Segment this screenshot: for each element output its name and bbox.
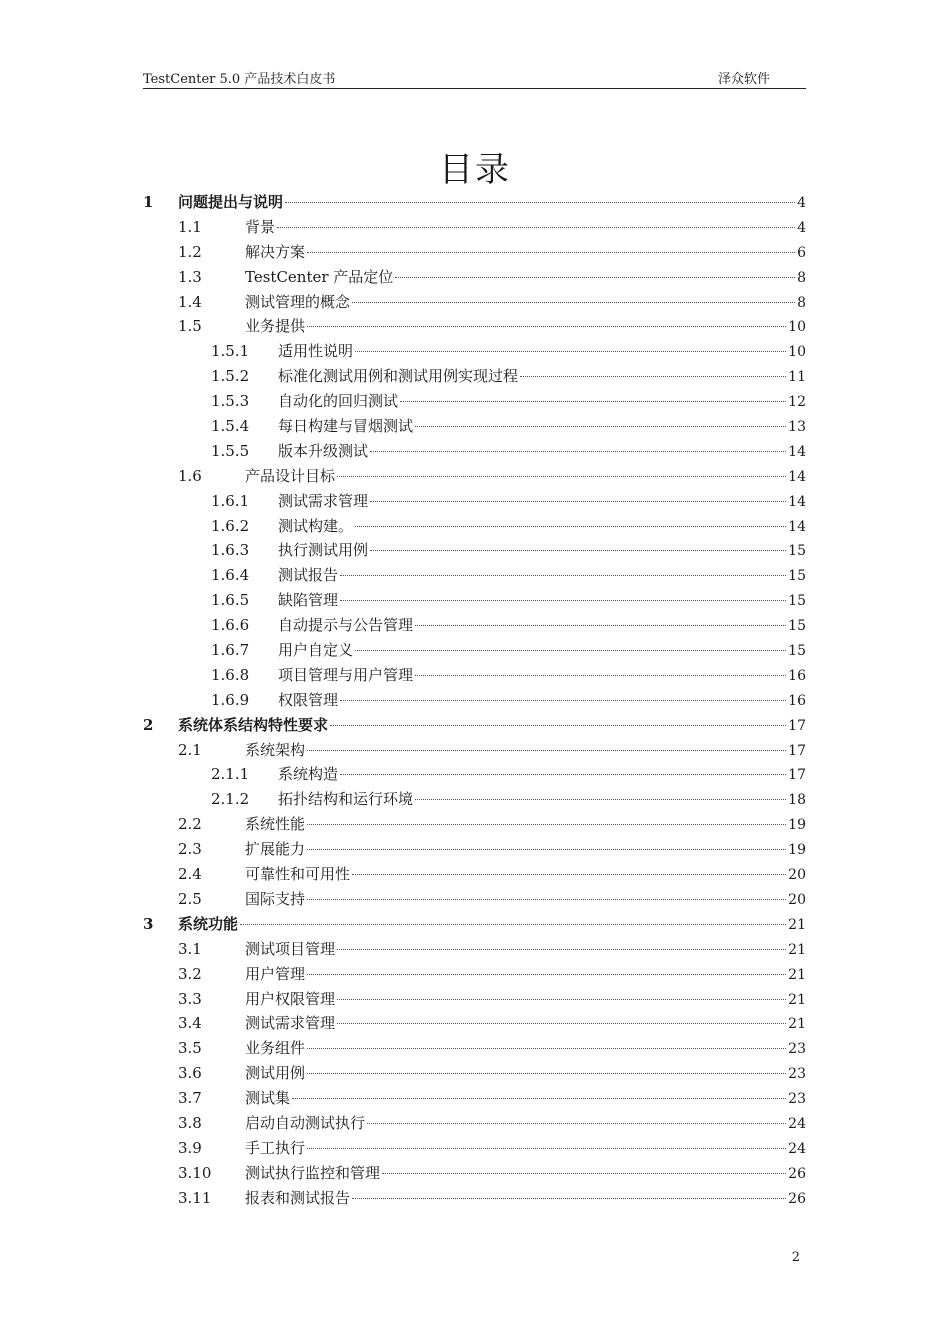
toc-entry[interactable] [143,1136,806,1161]
toc-entry[interactable] [143,962,806,987]
toc-entry-title: 测试集 [245,1089,291,1108]
toc-entry[interactable] [143,862,806,887]
toc-entry[interactable] [143,414,806,439]
toc-entry-page: 21 [788,991,806,1008]
toc-leader-dots [307,1048,786,1049]
toc-leader-dots [307,326,786,327]
toc-entry-title: 测试执行监控和管理 [245,1163,381,1182]
toc-entry-page: 8 [797,294,806,311]
toc-entry-title: 系统性能 [245,815,306,834]
toc-entry-number: 3.4 [178,1014,202,1033]
header-doc-title: TestCenter 5.0 产品技术白皮书 [143,72,336,87]
toc-entry-title: 可靠性和可用性 [245,865,351,884]
toc-entry-page: 24 [788,1115,806,1132]
toc-entry[interactable] [143,563,806,588]
toc-entry-number: 2 [143,715,154,734]
toc-entry[interactable] [143,1086,806,1111]
toc-leader-dots [352,874,786,875]
toc-entry-number: 1.3 [178,267,202,286]
toc-entry-number: 1.5.1 [211,342,250,361]
toc-entry[interactable] [143,837,806,862]
toc-entry[interactable] [143,339,806,364]
toc-entry-number: 1.6.5 [211,591,250,610]
toc-entry-number: 3.2 [178,964,202,983]
toc-entry-title: 项目管理与用户管理 [278,665,414,684]
toc-entry-page: 15 [788,618,806,635]
toc-entry-page: 17 [788,767,806,784]
toc-entry[interactable] [143,713,806,738]
toc-entry[interactable] [143,1186,806,1211]
toc-leader-dots [307,1073,786,1074]
toc-entry-page: 15 [788,593,806,610]
toc-entry-title: 扩展能力 [245,840,306,859]
toc-entry-number: 3.5 [178,1039,202,1058]
toc-entry-page: 12 [788,394,806,411]
toc-entry[interactable] [143,987,806,1012]
toc-entry-page: 19 [788,817,806,834]
toc-entry[interactable] [143,937,806,962]
toc-entry[interactable] [143,215,806,240]
toc-entry-title: 权限管理 [278,690,339,709]
toc-entry[interactable] [143,912,806,937]
toc-entry[interactable] [143,364,806,389]
toc-entry-number: 1.6.9 [211,690,250,709]
toc-entry-title: 手工执行 [245,1138,306,1157]
toc-leader-dots [240,924,786,925]
toc-entry-number: 3 [143,914,154,933]
table-of-contents [143,190,806,1211]
toc-entry-title: 版本升级测试 [278,441,369,460]
toc-leader-dots [337,999,786,1000]
toc-leader-dots [307,824,786,825]
toc-entry-title: 测试构建。 [278,516,354,535]
toc-entry-title: 系统体系结构特性要求 [178,715,329,734]
toc-entry[interactable] [143,489,806,514]
toc-entry-number: 3.10 [178,1163,212,1182]
toc-entry[interactable] [143,538,806,563]
toc-entry[interactable] [143,1036,806,1061]
toc-leader-dots [370,550,786,551]
toc-leader-dots [340,600,786,601]
toc-entry[interactable] [143,1061,806,1086]
toc-entry-title: 测试报告 [278,566,339,585]
toc-entry-title: 每日构建与冒烟测试 [278,417,414,436]
toc-leader-dots [382,1173,786,1174]
toc-leader-dots [337,476,786,477]
toc-entry-number: 1.6 [178,466,202,485]
toc-entry-page: 10 [788,319,806,336]
toc-entry-title: 系统功能 [178,914,239,933]
toc-leader-dots [367,1123,786,1124]
toc-leader-dots [415,625,786,626]
toc-entry-page: 14 [788,468,806,485]
toc-entry-number: 2.2 [178,815,202,834]
toc-entry-page: 18 [788,792,806,809]
toc-entry[interactable] [143,314,806,339]
toc-entry-title: 背景 [245,217,276,236]
toc-entry-title: 测试用例 [245,1064,306,1083]
toc-entry-number: 1.2 [178,242,202,261]
toc-entry-number: 2.1.2 [211,790,250,809]
toc-entry-number: 2.4 [178,865,202,884]
toc-entry-title: 解决方案 [245,242,306,261]
toc-entry-number: 1 [143,193,154,211]
toc-entry-number: 3.3 [178,989,202,1008]
toc-leader-dots [415,799,786,800]
toc-leader-dots [520,376,786,377]
toc-leader-dots [307,974,786,975]
toc-entry[interactable] [143,464,806,489]
toc-entry-number: 1.6.6 [211,616,250,635]
toc-entry-page: 17 [788,742,806,759]
toc-entry-page: 8 [797,269,806,286]
toc-leader-dots [307,1148,786,1149]
toc-entry-number: 2.1.1 [211,765,250,784]
toc-title: 目录 [439,150,511,190]
page-header [143,66,806,89]
toc-entry-page: 26 [788,1190,806,1207]
toc-entry-number: 1.5.2 [211,367,250,386]
toc-entry-page: 13 [788,419,806,436]
toc-entry[interactable] [143,663,806,688]
toc-entry[interactable] [143,514,806,539]
toc-entry-number: 1.5.5 [211,441,250,460]
toc-entry-number: 1.5.4 [211,417,250,436]
toc-entry-number: 1.6.2 [211,516,250,535]
toc-entry[interactable] [143,1161,806,1186]
toc-leader-dots [307,750,786,751]
toc-entry[interactable] [143,190,806,215]
toc-entry[interactable] [143,265,806,290]
toc-entry-title: 产品设计目标 [245,466,336,485]
toc-leader-dots [292,1098,786,1099]
toc-entry-title: 适用性说明 [278,342,354,361]
toc-entry-page: 19 [788,842,806,859]
toc-leader-dots [340,575,786,576]
toc-leader-dots [370,501,786,502]
toc-entry[interactable] [143,812,806,837]
toc-entry-page: 21 [788,1016,806,1033]
toc-entry-number: 1.6.1 [211,491,250,510]
toc-leader-dots [330,725,786,726]
toc-entry-page: 17 [788,717,806,734]
toc-leader-dots [340,774,786,775]
toc-entry-title: 测试需求管理 [278,491,369,510]
toc-entry-page: 15 [788,643,806,660]
toc-entry-number: 3.8 [178,1113,202,1132]
toc-entry-page: 4 [797,195,806,211]
toc-entry-title: 拓扑结构和运行环境 [278,790,414,809]
toc-entry-page: 11 [788,369,806,386]
toc-entry-number: 3.1 [178,939,202,958]
header-company: 泽众软件 [717,72,770,87]
toc-entry-number: 3.11 [178,1188,212,1207]
toc-leader-dots [415,426,786,427]
toc-leader-dots [355,526,786,527]
toc-leader-dots [415,675,786,676]
toc-leader-dots [395,277,795,278]
toc-entry[interactable] [143,887,806,912]
toc-entry[interactable] [143,389,806,414]
toc-entry-page: 4 [797,219,806,236]
toc-entry-title: 用户自定义 [278,641,354,660]
toc-entry-page: 20 [788,891,806,908]
toc-entry-title: 自动化的回归测试 [278,392,399,411]
toc-entry-number: 1.1 [178,217,202,236]
toc-entry-title: 测试项目管理 [245,939,336,958]
toc-entry-title: 用户管理 [245,964,306,983]
toc-entry[interactable] [143,439,806,464]
toc-entry-page: 14 [788,493,806,510]
toc-entry-title: 自动提示与公告管理 [278,616,414,635]
toc-entry-page: 26 [788,1165,806,1182]
toc-entry-title: 问题提出与说明 [178,193,284,211]
toc-entry-number: 1.6.7 [211,641,250,660]
toc-entry-title: 系统架构 [245,740,306,759]
toc-leader-dots [340,700,786,701]
page-number: 2 [791,1250,800,1265]
toc-entry-number: 1.5.3 [211,392,250,411]
toc-leader-dots [277,227,795,228]
toc-entry-title: 系统构造 [278,765,339,784]
toc-entry-page: 14 [788,518,806,535]
toc-entry[interactable] [143,588,806,613]
toc-entry-title: 国际支持 [245,889,306,908]
toc-entry[interactable] [143,1111,806,1136]
toc-entry-page: 21 [788,966,806,983]
toc-entry-title: 业务提供 [245,317,306,336]
toc-entry-page: 21 [788,916,806,933]
toc-entry-number: 3.9 [178,1138,202,1157]
toc-entry-title: 报表和测试报告 [245,1188,351,1207]
toc-entry-number: 1.5 [178,317,202,336]
toc-entry[interactable] [143,787,806,812]
toc-leader-dots [307,252,795,253]
toc-entry[interactable] [143,1011,806,1036]
toc-entry-number: 1.4 [178,292,202,311]
toc-leader-dots [285,202,795,203]
toc-entry-number: 2.5 [178,889,202,908]
toc-entry-page: 23 [788,1091,806,1108]
toc-entry-title: 用户权限管理 [245,989,336,1008]
toc-entry-page: 10 [788,344,806,361]
toc-leader-dots [400,401,786,402]
toc-leader-dots [337,1023,786,1024]
toc-entry-title: 业务组件 [245,1039,306,1058]
toc-leader-dots [355,650,786,651]
toc-entry-page: 20 [788,867,806,884]
toc-entry[interactable] [143,762,806,787]
toc-entry-page: 24 [788,1140,806,1157]
toc-entry-number: 2.3 [178,840,202,859]
toc-entry-page: 23 [788,1041,806,1058]
toc-entry-number: 3.6 [178,1064,202,1083]
toc-entry[interactable] [143,738,806,763]
toc-entry-page: 16 [788,667,806,684]
toc-entry-page: 15 [788,543,806,560]
toc-leader-dots [352,302,795,303]
toc-entry-page: 14 [788,443,806,460]
toc-leader-dots [370,451,786,452]
toc-entry-title: 执行测试用例 [278,541,369,560]
toc-entry[interactable] [143,688,806,713]
toc-leader-dots [355,351,786,352]
toc-entry[interactable] [143,290,806,315]
toc-entry-number: 2.1 [178,740,202,759]
toc-leader-dots [307,899,786,900]
toc-entry-title: 测试管理的概念 [245,292,351,311]
toc-entry-page: 6 [797,244,806,261]
toc-entry-title: TestCenter 产品定位 [245,267,394,286]
toc-entry-title: 启动自动测试执行 [245,1113,366,1132]
toc-entry-page: 16 [788,692,806,709]
toc-entry[interactable] [143,240,806,265]
toc-entry-title: 缺陷管理 [278,591,339,610]
toc-entry-number: 1.6.3 [211,541,250,560]
toc-entry[interactable] [143,613,806,638]
toc-entry-number: 1.6.8 [211,665,250,684]
toc-leader-dots [307,849,786,850]
toc-entry-title: 标准化测试用例和测试用例实现过程 [278,367,519,386]
toc-leader-dots [352,1198,786,1199]
toc-entry-number: 1.6.4 [211,566,250,585]
toc-entry[interactable] [143,638,806,663]
toc-entry-page: 15 [788,568,806,585]
toc-leader-dots [337,949,786,950]
toc-entry-page: 23 [788,1066,806,1083]
toc-entry-number: 3.7 [178,1089,202,1108]
toc-entry-page: 21 [788,941,806,958]
toc-entry-title: 测试需求管理 [245,1014,336,1033]
